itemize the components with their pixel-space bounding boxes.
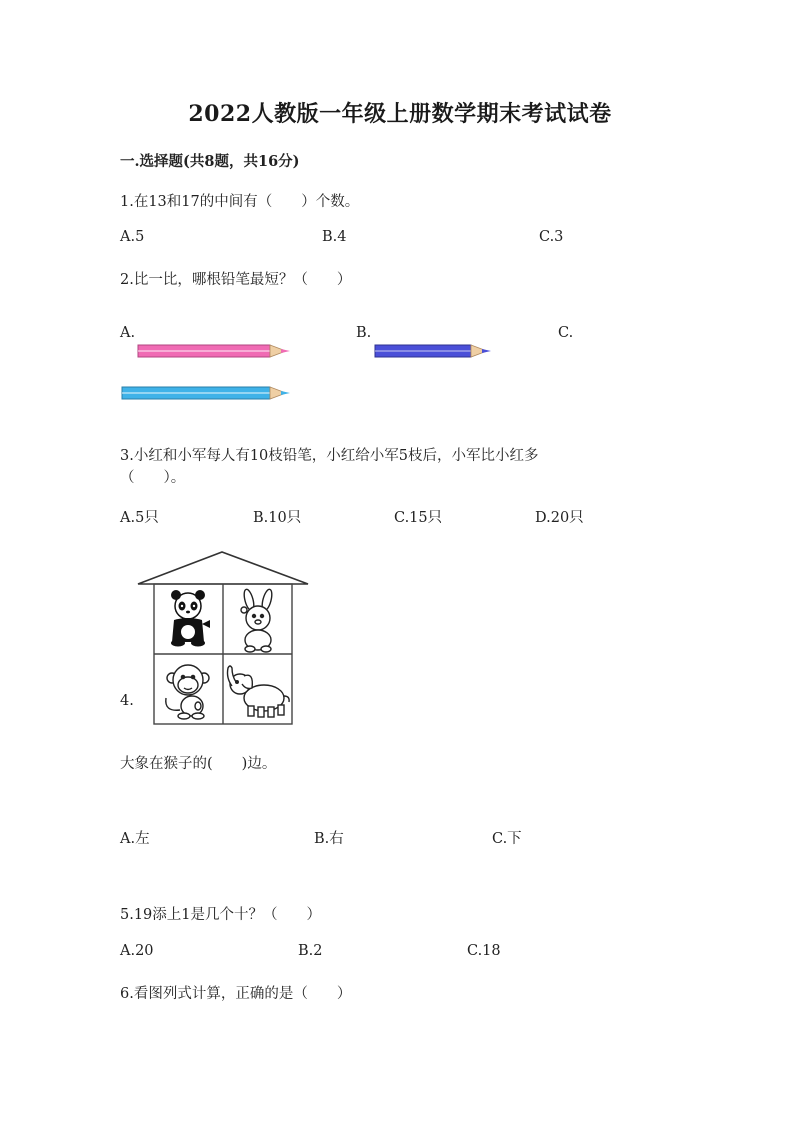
q3-option-c[interactable]: C.15只	[394, 510, 443, 526]
question-4-number: 4.	[120, 693, 134, 709]
q2-option-a[interactable]: A.	[120, 325, 136, 341]
q4-option-c[interactable]: C.下	[492, 831, 522, 847]
q1-option-a[interactable]: A.5	[120, 229, 145, 245]
q2-option-c[interactable]: C.	[558, 325, 574, 341]
question-6: 6.看图列式计算，正确的是（ ）	[120, 986, 352, 1002]
animal-house-figure	[136, 550, 311, 728]
question-1: 1.在13和17的中间有（ ）个数。	[120, 194, 360, 210]
q4-option-a[interactable]: A.左	[120, 831, 150, 847]
q5-option-a[interactable]: A.20	[120, 943, 154, 959]
monkey-icon	[166, 665, 209, 719]
pencil-b-icon	[375, 343, 495, 359]
q1-option-c[interactable]: C.3	[539, 229, 564, 245]
panda-icon	[171, 590, 210, 647]
q3-option-b[interactable]: B.10只	[253, 510, 302, 526]
section-heading: 一.选择题(共8题，共16分)	[120, 153, 300, 170]
page-title: 2022人教版一年级上册数学期末考试试卷	[188, 101, 612, 127]
question-5: 5.19添上1是几个十？（ ）	[120, 907, 322, 923]
q2-option-b[interactable]: B.	[356, 325, 372, 341]
q3-option-a[interactable]: A.5只	[120, 510, 159, 526]
pencil-a-icon	[138, 343, 293, 359]
q1-option-b[interactable]: B.4	[322, 229, 347, 245]
q5-option-c[interactable]: C.18	[467, 943, 501, 959]
q3-option-d[interactable]: D.20只	[535, 510, 584, 526]
question-3-line-1: 3.小红和小军每人有10枝铅笔，小红给小军5枝后，小军比小红多	[120, 448, 539, 464]
q5-option-b[interactable]: B.2	[298, 943, 323, 959]
q4-option-b[interactable]: B.右	[314, 831, 344, 847]
question-4: 大象在猴子的( )边。	[120, 756, 277, 772]
rabbit-icon	[241, 588, 274, 652]
elephant-icon	[228, 666, 290, 717]
question-2: 2.比一比，哪根铅笔最短？（ ）	[120, 272, 352, 288]
pencil-c-icon	[122, 385, 294, 401]
question-3-line-2: （ ）。	[120, 470, 186, 486]
